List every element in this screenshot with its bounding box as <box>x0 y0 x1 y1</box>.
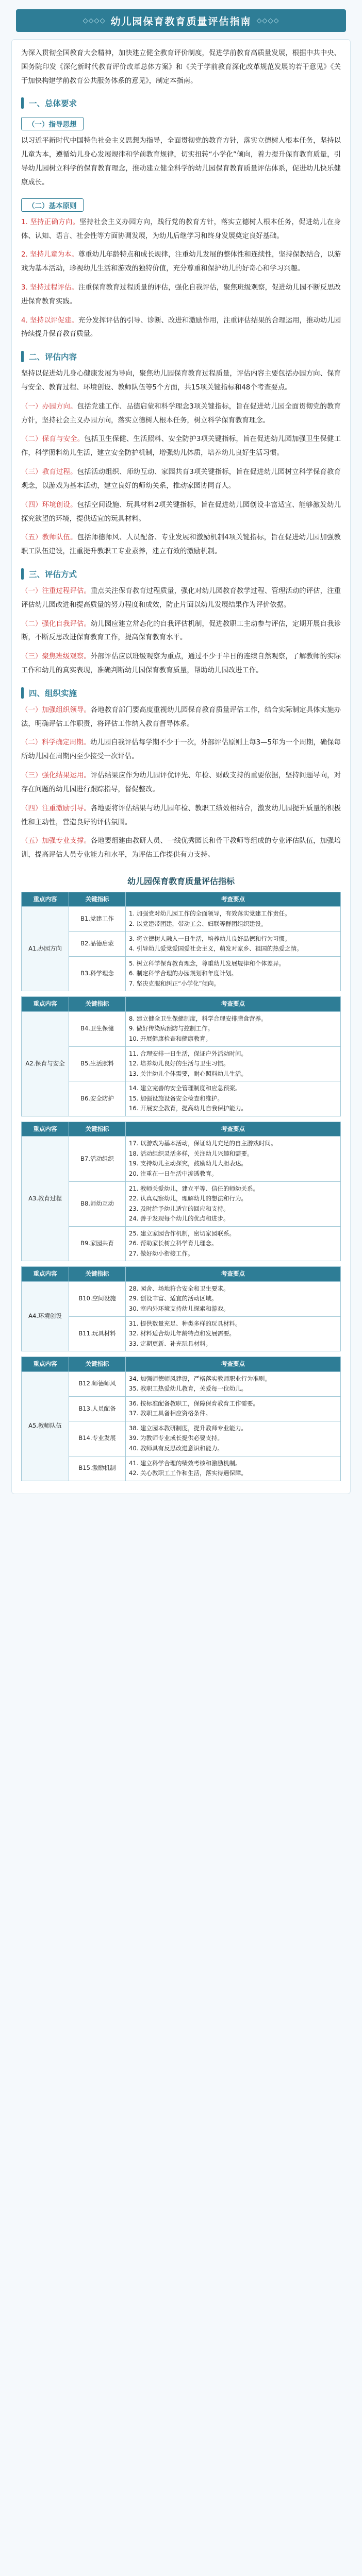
indicator-tables <box>21 892 341 1481</box>
principle-item-lead: 1. 坚持正确方向。 <box>21 218 80 226</box>
table-row <box>22 1181 341 1226</box>
point-item: 29. 创设丰富、适宜的活动区域。 <box>129 1295 218 1302</box>
content-item-lead: （三）教育过程。 <box>21 468 77 477</box>
table-header-cell: 考查要点 <box>126 892 341 907</box>
point-item: 16. 开展安全教育，提高幼儿自我保护能力。 <box>129 1105 247 1112</box>
content-item-lead: （四）环境创设。 <box>21 501 77 509</box>
indicator-table-grid <box>21 892 341 991</box>
key-indicator-cell: B9.家园共育 <box>69 1226 126 1261</box>
document-title: 幼儿园保育教育质量评估指南 <box>110 15 252 27</box>
point-item: 40. 教师具有反思改进意识和能力。 <box>129 1445 223 1452</box>
point-item: 22. 认真观察幼儿，理解幼儿的想法和行为。 <box>129 1195 247 1202</box>
key-indicator-cell: B5.生活照料 <box>69 1046 126 1081</box>
point-item: 4. 引导幼儿爱党爱国爱社会主义，萌发对家乡、祖国的热爱之情。 <box>129 945 303 953</box>
method-item-lead: （一）注重过程评估。 <box>21 587 91 595</box>
method-item-text: 外部评估应以班级观察为重点，通过不少于半日的连续自然观察，了解教师的实际工作和幼儿的真实表现，准确判断幼儿园保育教育质量，帮助幼儿园改进工作。 <box>21 653 341 674</box>
method-item-text: 重点关注保育教育过程质量，强化对幼儿园教育教学过程、管理活动的评估，注重评估幼儿园改进和提高质量的努力程度和成效，防止片面以幼儿发展结果作为评价依据。 <box>21 587 341 609</box>
point-item: 36. 按标准配备教职工，保障保育教育工作需要。 <box>129 1399 259 1407</box>
point-item: 23. 及时给予幼儿适宜的回应和支持。 <box>129 1205 229 1212</box>
point-item: 11. 合理安排一日生活，保证户外活动时间。 <box>129 1049 247 1057</box>
point-item: 6. 制定科学合理的办园规划和年度计划。 <box>129 970 238 977</box>
points-cell <box>126 1081 341 1116</box>
principle-item <box>21 248 341 276</box>
point-item: 12. 培养幼儿良好的生活与卫生习惯。 <box>129 1060 229 1067</box>
section-marker-icon <box>21 687 24 699</box>
content-item <box>21 466 341 494</box>
table-row <box>22 1137 341 1181</box>
section-heading: 四、组织实施 <box>21 687 341 699</box>
table-title: 幼儿园保育教育质量评估指标 <box>127 876 235 886</box>
point-item: 1. 加强党对幼儿园工作的全面领导，有效落实党建工作责任。 <box>129 910 291 918</box>
point-item: 13. 关注幼儿个体需要，耐心照料幼儿生活。 <box>129 1070 247 1077</box>
table-row <box>22 1011 341 1046</box>
point-item: 27. 做好幼小衔接工作。 <box>129 1249 194 1257</box>
org-item-text: 各地教育部门要高度重视幼儿园保育教育质量评估工作，结合实际制定具体实施办法，明确评估工作职责，将评估工作纳入教育督导体系。 <box>21 706 341 728</box>
point-item: 42. 关心教职工工作和生活，落实待遇保障。 <box>129 1469 247 1477</box>
table-header-cell: 考查要点 <box>126 1122 341 1137</box>
point-item: 34. 加强师德师风建设，严格落实教师职业行为准则。 <box>129 1375 271 1382</box>
table-row <box>22 1281 341 1316</box>
key-indicator-cell: B10.空间设施 <box>69 1281 126 1316</box>
table-row <box>22 1226 341 1261</box>
intro-paragraph: 为深入贯彻全国教育大会精神，加快建立健全教育评价制度，促进学前教育高质量发展，根据中共中央、国务院印发《深化新时代教育评价改革总体方案》和《关于学前教育深化改革规范发展的若干意见》《关于加快构建学前教育公共服务体系的意见》，制定本指南。 <box>21 49 341 85</box>
principle-item-text: 充分发挥评估的引导、诊断、改进和激励作用，注重评估结果的合理运用，推动幼儿园持续提升保育教育质量。 <box>21 316 341 338</box>
content-list <box>21 400 341 559</box>
section-heading: 二、评估内容 <box>21 351 341 362</box>
principle-item-lead: 2. 坚持儿童为本。 <box>21 251 78 259</box>
principle-item-lead: 4. 坚持以评促建。 <box>21 316 78 325</box>
point-item: 32. 材料适合幼儿年龄特点和发展需要。 <box>129 1330 235 1337</box>
section-marker-icon <box>21 568 24 580</box>
points-cell <box>126 907 341 931</box>
indicator-table <box>21 1357 341 1481</box>
points-cell <box>126 1371 341 1396</box>
points-cell <box>126 1316 341 1351</box>
area-cell: A3.教育过程 <box>22 1137 69 1261</box>
org-item <box>21 704 341 732</box>
point-item: 10. 开展健康检查和健康教育。 <box>129 1035 211 1042</box>
key-indicator-cell: B7.活动组织 <box>69 1137 126 1181</box>
guiding-paragraph: 以习近平新时代中国特色社会主义思想为指导，全面贯彻党的教育方针，落实立德树人根本任务，坚持以儿童为本，遵循幼儿身心发展规律和学前教育规律，切实扭转“小学化”倾向，着力提升保育教育质量，引导幼儿园树立科学的保育教育理念，推动建立健全科学的幼儿园保育教育质量评估体系，促进幼儿快乐健康成长。 <box>21 137 341 187</box>
table-header-cell: 关键指标 <box>69 1122 126 1137</box>
point-item: 2. 以党建带团建，带动工会、妇联等群团组织建设。 <box>129 920 267 928</box>
org-item <box>21 769 341 797</box>
table-header-cell: 重点内容 <box>22 1122 69 1137</box>
method-item <box>21 618 341 646</box>
content-intro: 坚持以促进幼儿身心健康发展为导向，聚焦幼儿园保育教育过程质量，评估内容主要包括办园方向、保育与安全、教育过程、环境创设、教师队伍等5个方面，共15项关键指标和48个考查要点。 <box>21 370 341 392</box>
points-cell <box>126 1456 341 1481</box>
point-item: 24. 善于发现每个幼儿的优点和进步。 <box>129 1215 229 1223</box>
indicator-table-grid <box>21 996 341 1116</box>
content-item-lead: （一）办园方向。 <box>21 402 77 411</box>
content-item <box>21 531 341 559</box>
point-item: 39. 为教师专业成长提供必要支持。 <box>129 1434 223 1442</box>
key-indicator-cell: B15.激励机制 <box>69 1456 126 1481</box>
points-cell <box>126 956 341 991</box>
principle-item-text: 注重保育教育过程质量的评估，强化自我评估，聚焦班级观察，促进幼儿园不断反思改进保育教育实践。 <box>21 283 341 306</box>
principle-item <box>21 281 341 309</box>
principle-item <box>21 314 341 342</box>
key-indicator-cell: B11.玩具材料 <box>69 1316 126 1351</box>
principle-item <box>21 216 341 244</box>
org-item <box>21 835 341 862</box>
key-indicator-cell: B3.科学理念 <box>69 956 126 991</box>
table-header-cell: 考查要点 <box>126 1357 341 1372</box>
org-item-text: 幼儿园自我评估每学期不少于一次，外部评估原则上每3—5年为一个周期，确保每所幼儿园在周期内至少接受一次评估。 <box>21 739 341 761</box>
points-cell <box>126 931 341 956</box>
table-row <box>22 907 341 931</box>
indicator-table <box>21 1266 341 1351</box>
content-item-text: 包括空间设施、玩具材料2项关键指标，旨在促进幼儿园创设丰富适宜、能够激发幼儿探究欲望的环境，提供适宜的玩具材料。 <box>21 501 341 523</box>
org-item-text: 各地要将评估结果与幼儿园年检、教职工绩效相结合，激发幼儿园提升质量的积极性和主动性，营造良好的评估氛围。 <box>21 804 341 826</box>
principle-item-text: 坚持社会主义办园方向，践行党的教育方针，落实立德树人根本任务，促进幼儿在身体、认知、语言、社会性等方面协调发展，为幼儿后继学习和终身发展奠定良好基础。 <box>21 218 341 240</box>
table-row <box>22 956 341 991</box>
indicator-table <box>21 996 341 1116</box>
point-item: 17. 以游戏为基本活动，保证幼儿充足的自主游戏时间。 <box>129 1140 277 1147</box>
points-cell <box>126 1226 341 1261</box>
section-heading: 一、总体要求 <box>21 97 341 109</box>
points-cell <box>126 1011 341 1046</box>
table-header-cell: 重点内容 <box>22 1267 69 1282</box>
indicator-table-grid <box>21 1266 341 1351</box>
points-cell <box>126 1137 341 1181</box>
org-item-lead: （四）注重激励引导。 <box>21 804 91 812</box>
table-row <box>22 1081 341 1116</box>
content-item <box>21 433 341 461</box>
table-header-cell: 关键指标 <box>69 997 126 1012</box>
point-item: 41. 建立科学合理的绩效考核和激励机制。 <box>129 1459 241 1467</box>
organization-list <box>21 704 341 862</box>
point-item: 3. 将立德树人融入一日生活，培养幼儿良好品德和行为习惯。 <box>129 935 291 942</box>
area-cell: A1.办园方向 <box>22 907 69 991</box>
content-item-lead: （二）保育与安全。 <box>21 435 85 444</box>
method-item-lead: （三）聚焦班级观察。 <box>21 653 91 661</box>
banner-decoration-left: ◇◇◇◇ <box>83 16 106 25</box>
point-item: 5. 树立科学保育教育理念，尊重幼儿发展规律和个体差异。 <box>129 959 285 967</box>
section-marker-icon <box>21 97 24 109</box>
org-item-lead: （三）强化结果运用。 <box>21 772 91 780</box>
table-header-cell: 关键指标 <box>69 1357 126 1372</box>
principle-item-text: 尊重幼儿年龄特点和成长规律，注重幼儿发展的整体性和连续性，坚持保教结合，以游戏为基本活动，珍视幼儿生活和游戏的独特价值，充分尊重和保护幼儿的好奇心和学习兴趣。 <box>21 251 341 273</box>
method-item <box>21 650 341 678</box>
table-header-cell: 重点内容 <box>22 997 69 1012</box>
indicator-table <box>21 892 341 991</box>
point-item: 33. 定期更新、补充玩具材料。 <box>129 1340 211 1347</box>
key-indicator-cell: B14.专业发展 <box>69 1421 126 1456</box>
org-item-text: 各地要组建由教研人员、一线优秀园长和骨干教师等组成的专业评估队伍，加强培训，提高评估人员专业能力和水平，为评估工作提供有力支持。 <box>21 837 341 859</box>
section-marker-icon <box>21 351 24 362</box>
point-item: 21. 教师关爱幼儿，建立平等、信任的师幼关系。 <box>129 1184 259 1192</box>
point-item: 7. 坚决克服和纠正“小学化”倾向。 <box>129 979 220 987</box>
subsection-heading: （一）指导思想 <box>21 117 84 130</box>
point-item: 30. 室内外环境支持幼儿探索和游戏。 <box>129 1304 229 1312</box>
table-header-cell: 关键指标 <box>69 1267 126 1282</box>
point-item: 38. 建立园本教研制度，提升教师专业能力。 <box>129 1424 247 1432</box>
banner-decoration-right: ◇◇◇◇ <box>256 16 279 25</box>
key-indicator-cell: B4.卫生保健 <box>69 1011 126 1046</box>
table-header-cell: 关键指标 <box>69 892 126 907</box>
methods-list <box>21 585 341 678</box>
content-item <box>21 400 341 428</box>
content-item-text: 包括师德师风、人员配备、专业发展和激励机制4项关键指标，旨在促进幼儿园加强教职工队伍建设，注重提升教职工专业素养，建立有效的激励机制。 <box>21 534 341 556</box>
content-card <box>11 39 351 1494</box>
point-item: 25. 建立家园合作机制，密切家园联系。 <box>129 1229 235 1237</box>
points-cell <box>126 1421 341 1456</box>
point-item: 26. 帮助家长树立科学育儿理念。 <box>129 1240 218 1247</box>
key-indicator-cell: B2.品德启蒙 <box>69 931 126 956</box>
point-item: 35. 教职工热爱幼儿教育，关爱每一位幼儿。 <box>129 1385 247 1393</box>
content-item <box>21 499 341 527</box>
content-item-text: 包括卫生保健、生活照料、安全防护3项关键指标，旨在促进幼儿园加强卫生保健工作，科学照料幼儿生活，建立安全防护机制，增强幼儿体质，培养幼儿良好生活习惯。 <box>21 435 341 457</box>
table-row <box>22 1316 341 1351</box>
table-row <box>22 1046 341 1081</box>
table-row <box>22 1396 341 1421</box>
table-header-cell: 考查要点 <box>126 997 341 1012</box>
org-item <box>21 736 341 764</box>
indicator-table <box>21 1122 341 1262</box>
org-item <box>21 802 341 830</box>
title-banner <box>16 9 346 32</box>
point-item: 20. 注重在一日生活中渗透教育。 <box>129 1170 218 1177</box>
key-indicator-cell: B1.党建工作 <box>69 907 126 931</box>
point-item: 15. 加强设施设备安全检查和维护。 <box>129 1094 223 1102</box>
point-item: 19. 支持幼儿主动探究，鼓励幼儿大胆表达。 <box>129 1160 247 1167</box>
area-cell: A2.保育与安全 <box>22 1011 69 1116</box>
point-item: 14. 建立完善的安全管理制度和应急预案。 <box>129 1084 241 1092</box>
section-heading: 三、评估方式 <box>21 568 341 580</box>
method-item <box>21 585 341 613</box>
org-item-lead: （五）加强专业支撑。 <box>21 837 91 845</box>
table-header-cell: 重点内容 <box>22 892 69 907</box>
subsection-heading: （二）基本原则 <box>21 198 84 212</box>
point-item: 18. 活动组织灵活多样，关注幼儿兴趣和需要。 <box>129 1149 253 1157</box>
point-item: 8. 建立健全卫生保健制度，科学合理安排膳食营养。 <box>129 1014 267 1022</box>
point-item: 28. 园舍、场地符合安全和卫生要求。 <box>129 1284 229 1292</box>
org-item-lead: （一）加强组织领导。 <box>21 706 91 714</box>
key-indicator-cell: B12.师德师风 <box>69 1371 126 1396</box>
points-cell <box>126 1181 341 1226</box>
table-row <box>22 1371 341 1396</box>
point-item: 37. 教职工具备相应资格条件。 <box>129 1410 211 1417</box>
point-item: 9. 做好传染病预防与控制工作。 <box>129 1025 214 1032</box>
indicator-table-grid <box>21 1357 341 1481</box>
content-item-text: 包括党建工作、品德启蒙和科学理念3项关键指标，旨在促进幼儿园全面贯彻党的教育方针，坚持社会主义办园方向，落实立德树人根本任务，树立科学保育教育理念。 <box>21 402 341 425</box>
indicator-table-grid <box>21 1122 341 1262</box>
points-cell <box>126 1396 341 1421</box>
area-cell: A5.教师队伍 <box>22 1371 69 1481</box>
points-cell <box>126 1046 341 1081</box>
org-item-lead: （二）科学确定周期。 <box>21 739 90 747</box>
table-row <box>22 931 341 956</box>
table-header-cell: 考查要点 <box>126 1267 341 1282</box>
content-item-lead: （五）教师队伍。 <box>21 534 77 542</box>
principle-item-lead: 3. 坚持过程评估。 <box>21 283 78 292</box>
point-item: 31. 提供数量充足、种类多样的玩具材料。 <box>129 1319 241 1327</box>
area-cell: A4.环境创设 <box>22 1281 69 1351</box>
points-cell <box>126 1281 341 1316</box>
org-item-text: 评估结果应作为幼儿园评优评先、年检、财政支持的重要依据，坚持问题导向，对存在问题的幼儿园进行跟踪指导，督促整改。 <box>21 772 341 793</box>
key-indicator-cell: B13.人员配备 <box>69 1396 126 1421</box>
key-indicator-cell: B6.安全防护 <box>69 1081 126 1116</box>
key-indicator-cell: B8.师幼互动 <box>69 1181 126 1226</box>
table-header-cell: 重点内容 <box>22 1357 69 1372</box>
method-item-text: 幼儿园应建立常态化的自我评估机制，促进教职工主动参与评估，定期开展自我诊断，不断反思改进保育教育工作，提高保育教育水平。 <box>21 620 341 642</box>
principles-list <box>21 216 341 342</box>
content-item-text: 包括活动组织、师幼互动、家园共育3项关键指标，旨在促进幼儿园树立科学保育教育观念，以游戏为基本活动，建立良好的师幼关系，推动家园协同育人。 <box>21 468 341 490</box>
table-row <box>22 1456 341 1481</box>
method-item-lead: （二）强化自我评估。 <box>21 620 91 628</box>
table-row <box>22 1421 341 1456</box>
